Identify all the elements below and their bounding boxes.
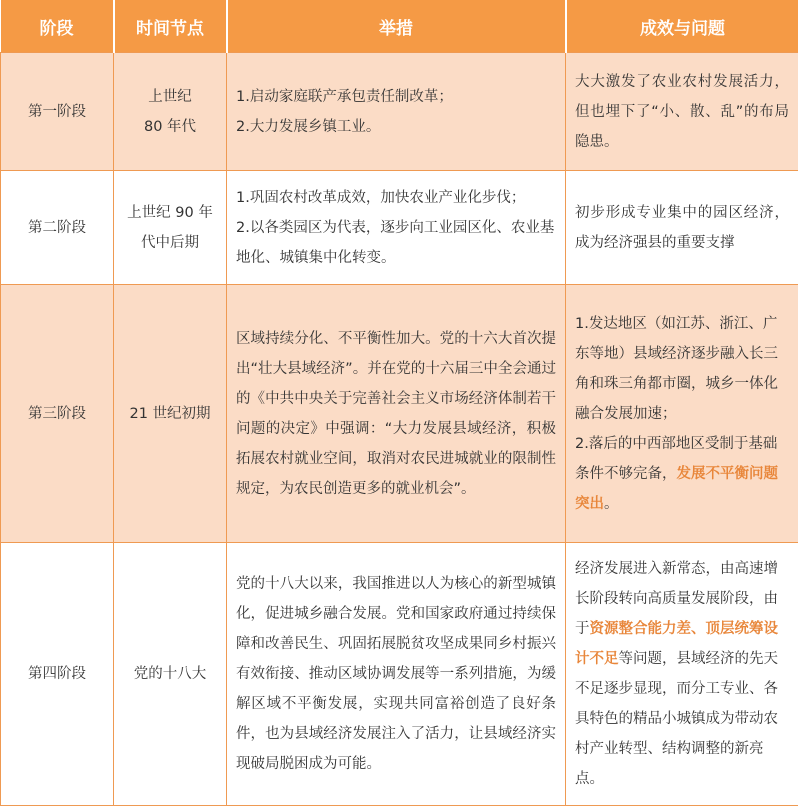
table-row [1,53,798,171]
time-line: 上世纪 [148,88,192,105]
highlight-text: 发展不平衡问题突出 [575,465,778,512]
result-text: 2.落后的中西部地区受制于基础条件不够完备， [575,435,778,482]
results-cell: 大大激发了农业农村发展活力，但也埋下了“小、散、乱”的布局隐患。 [566,53,798,171]
stage-cell: 第四阶段 [1,543,114,806]
stage-cell: 第二阶段 [1,171,114,285]
time-cell: 党的十八大 [114,543,227,806]
measure-item: 1.启动家庭联产承包责任制改革； [236,88,453,105]
results-cell [566,543,798,806]
measures-cell: 区域持续分化、不平衡性加大。党的十六大首次提出“壮大县域经济”。并在党的十六届三中全会通过的《中共中央关于完善社会主义市场经济体制若干问题的决定》中强调：“大力发展县域经济，积极拓展农村就业空间，取消对农民进城就业的限制性规定，为农民创造更多的就业机会”。 [227,285,566,543]
measure-item: 2.大力发展乡镇工业。 [236,118,381,135]
time-cell [114,53,227,171]
results-cell: 初步形成专业集中的园区经济，成为经济强县的重要支撑 [566,171,798,285]
time-line: 80 年代 [143,118,197,135]
time-cell [114,171,227,285]
header-stage: 阶段 [1,0,114,53]
result-text: 。 [604,495,619,512]
header-measures: 举措 [227,0,566,53]
measures-cell [227,53,566,171]
time-cell: 21 世纪初期 [114,285,227,543]
measure-item: 1.巩固农村改革成效，加快农业产业化步伐； [236,189,526,206]
header-time: 时间节点 [114,0,227,53]
measures-cell: 党的十八大以来，我国推进以人为核心的新型城镇化，促进城乡融合发展。党和国家政府通过持续保障和改善民生、巩固拓展脱贫攻坚成果同乡村振兴有效衔接、推动区域协调发展等一系列措施，为缓解区域不平衡发展，实现共同富裕创造了良好条件，也为县域经济发展注入了活力，让县域经济实现破局脱困成为可能。 [227,543,566,806]
result-item: 1.发达地区（如江苏、浙江、广东等地）县域经济逐步融入长三角和珠三角都市圈，城乡一体化融合发展加速； [575,315,778,422]
header-results: 成效与问题 [566,0,798,53]
stage-cell: 第一阶段 [1,53,114,171]
result-text: 等问题，县域经济的先天不足逐步显现，而分工专业、各具特色的精品小城镇成为带动农村产业转型、结构调整的新亮点。 [575,651,778,787]
measures-cell [227,171,566,285]
table-row [1,171,798,285]
table-row [1,543,798,806]
table-row [1,285,798,543]
measure-item: 2.以各类园区为代表，逐步向工业园区化、农业基地化、城镇集中化转变。 [236,219,555,266]
highlight-text: 资源整合能力差、顶层统筹设计不足 [575,621,778,667]
results-cell [566,285,798,543]
header-row [1,0,798,53]
result-item [575,429,789,519]
time-line: 代中后期 [141,234,199,251]
stage-cell: 第三阶段 [1,285,114,543]
result-text: 经济发展进入新常态，由高速增长阶段转向高质量发展阶段，由于 [575,561,778,637]
time-line: 上世纪 90 年 [127,204,213,221]
